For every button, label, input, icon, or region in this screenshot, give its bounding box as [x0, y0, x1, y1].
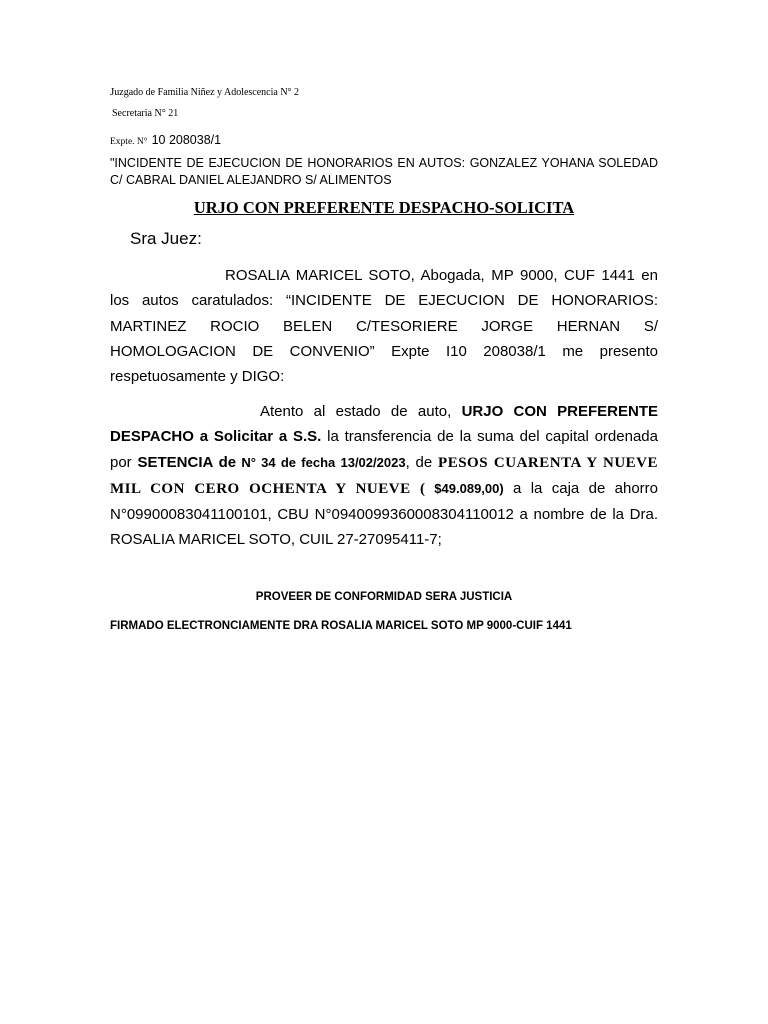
request-sentencia-number: N° 34 de fecha 13/02/2023: [236, 454, 406, 470]
request-paragraph: [110, 399, 658, 553]
expte-label: Expte. N°: [110, 137, 148, 147]
expte-number: 10 208038/1: [151, 133, 222, 147]
request-text-3: , de: [405, 453, 439, 471]
salutation: Sra Juez:: [130, 229, 202, 248]
case-caption: "INCIDENTE DE EJECUCION DE HONORARIOS EN AUTOS: GONZALEZ YOHANA SOLEDAD C/ CABRAL DANIEL ALEJANDRO S/ ALIMENTOS: [110, 156, 658, 187]
court-name-rest: uzgado de Familia Niñez y Adolescencia N° 2: [114, 87, 300, 98]
court-name: [110, 86, 299, 98]
request-amount-words: PESOS CUARENTA Y NUEVE MIL CON CERO OCHENTA Y NUEVE (: [110, 454, 658, 497]
request-amount-figure: $49.089,00): [425, 480, 504, 496]
secretaria: Secretaria N° 21: [112, 108, 179, 119]
presentation-text: ROSALIA MARICEL SOTO, Abogada, MP 9000, CUF 1441 en los autos caratulados: “INCIDENTE DE EJECUCION DE HONORARIOS: MARTINEZ ROCIO BELEN C/TESORIERE JORGE HERNAN S/ HOMOLOGACION DE CONVENIO” Expte I10 208038/1 me presento respetuosamente y DIGO:: [110, 267, 658, 386]
request-text-1: Atento al estado de auto,: [260, 403, 462, 420]
document-heading: URJO CON PREFERENTE DESPACHO-SOLICITA: [193, 198, 575, 217]
request-urge-bold: URJO CON PREFERENTE DESPACHO a Solicitar a S.S.: [110, 403, 658, 446]
request-sentencia-bold: SETENCIA de: [137, 453, 237, 471]
request-text-2: la transferencia de la suma del capital ordenada por: [110, 428, 658, 471]
presentation-paragraph: [110, 263, 658, 389]
electronic-signature: FIRMADO ELECTRONCIAMENTE DRA ROSALIA MARICEL SOTO MP 9000-CUIF 1441: [110, 620, 572, 632]
closing-formula: PROVEER DE CONFORMIDAD SERA JUSTICIA: [255, 591, 513, 603]
court-initial: J: [110, 86, 115, 98]
request-text-4: a la caja de ahorro N°09900083041100101, CBU N°0940099360008304110012 a nombre de la Dra. ROSALIA MARICEL SOTO, CUIL 27-27095411-7;: [110, 479, 658, 549]
expte-line: [110, 131, 221, 149]
